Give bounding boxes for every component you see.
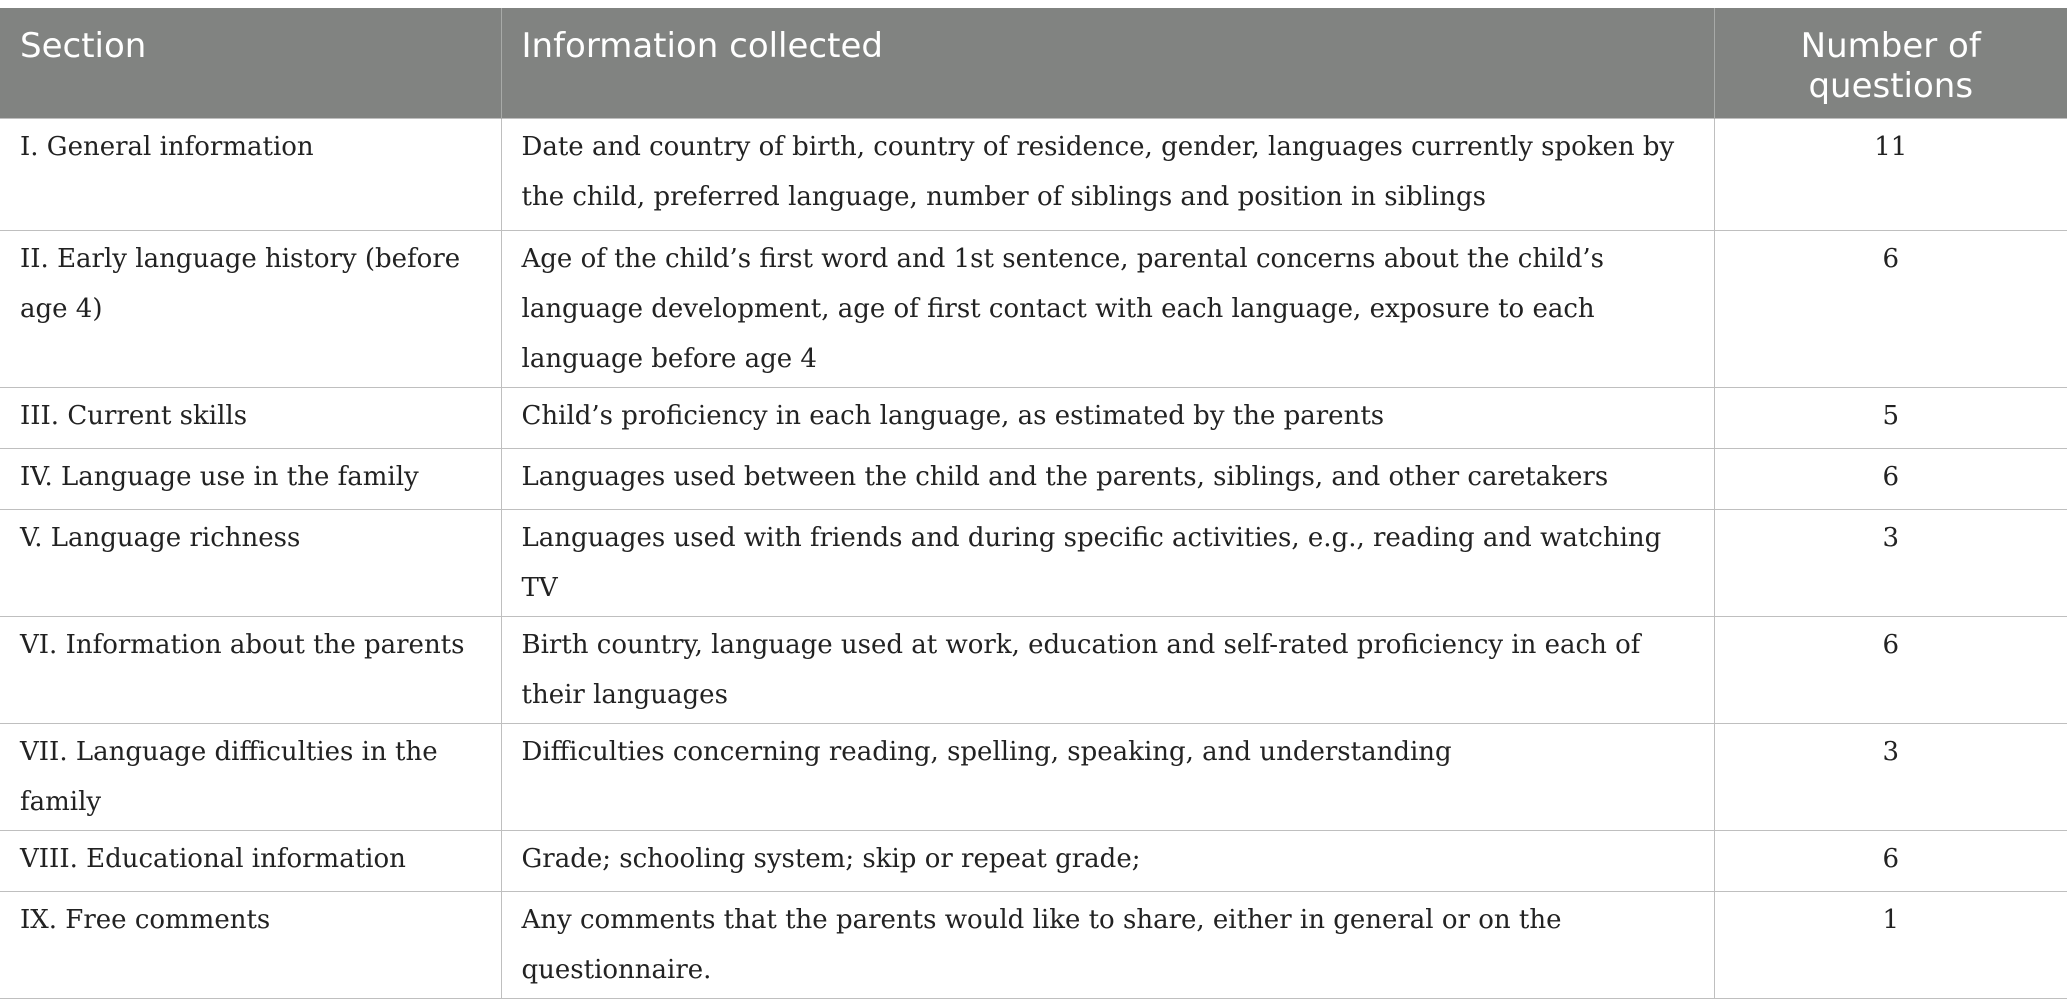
section-cell: V. Language richness (0, 510, 501, 617)
table-header (0, 8, 2067, 119)
count-cell: 5 (1714, 388, 2067, 449)
info-cell: Languages used with friends and during specific activities, e.g., reading and watching TV (501, 510, 1714, 617)
table-row (0, 388, 2067, 449)
count-cell: 3 (1714, 510, 2067, 617)
count-cell: 6 (1714, 617, 2067, 724)
info-cell: Date and country of birth, country of residence, gender, languages currently spoken by the child, preferred language, number of siblings and position in siblings (501, 119, 1714, 231)
table-body (0, 119, 2067, 999)
section-cell: VII. Language difficulties in the family (0, 724, 501, 831)
header-row (0, 8, 2067, 119)
table-row (0, 831, 2067, 892)
section-cell: VIII. Educational information (0, 831, 501, 892)
section-cell: IX. Free comments (0, 892, 501, 999)
table-row (0, 617, 2067, 724)
count-cell: 6 (1714, 231, 2067, 388)
section-cell: VI. Information about the parents (0, 617, 501, 724)
info-cell: Difficulties concerning reading, spelling, speaking, and understanding (501, 724, 1714, 831)
info-cell: Child’s proficiency in each language, as estimated by the parents (501, 388, 1714, 449)
table-row (0, 892, 2067, 999)
info-cell: Birth country, language used at work, education and self-rated proficiency in each of their languages (501, 617, 1714, 724)
section-cell: III. Current skills (0, 388, 501, 449)
count-cell: 6 (1714, 449, 2067, 510)
table-row (0, 119, 2067, 231)
header-section: Section (0, 8, 501, 119)
section-cell: II. Early language history (before age 4) (0, 231, 501, 388)
table-row (0, 510, 2067, 617)
table-row (0, 231, 2067, 388)
section-cell: I. General information (0, 119, 501, 231)
info-cell: Age of the child’s first word and 1st sentence, parental concerns about the child’s language development, age of first contact with each language, exposure to each language before age 4 (501, 231, 1714, 388)
count-cell: 3 (1714, 724, 2067, 831)
table-row (0, 724, 2067, 831)
count-cell: 1 (1714, 892, 2067, 999)
count-cell: 11 (1714, 119, 2067, 231)
count-cell: 6 (1714, 831, 2067, 892)
section-cell: IV. Language use in the family (0, 449, 501, 510)
questionnaire-table (0, 8, 2067, 999)
table-row (0, 449, 2067, 510)
header-number-of-questions: Number of questions (1714, 8, 2067, 119)
info-cell: Grade; schooling system; skip or repeat grade; (501, 831, 1714, 892)
info-cell: Any comments that the parents would like to share, either in general or on the questionnaire. (501, 892, 1714, 999)
info-cell: Languages used between the child and the parents, siblings, and other caretakers (501, 449, 1714, 510)
header-information-collected: Information collected (501, 8, 1714, 119)
